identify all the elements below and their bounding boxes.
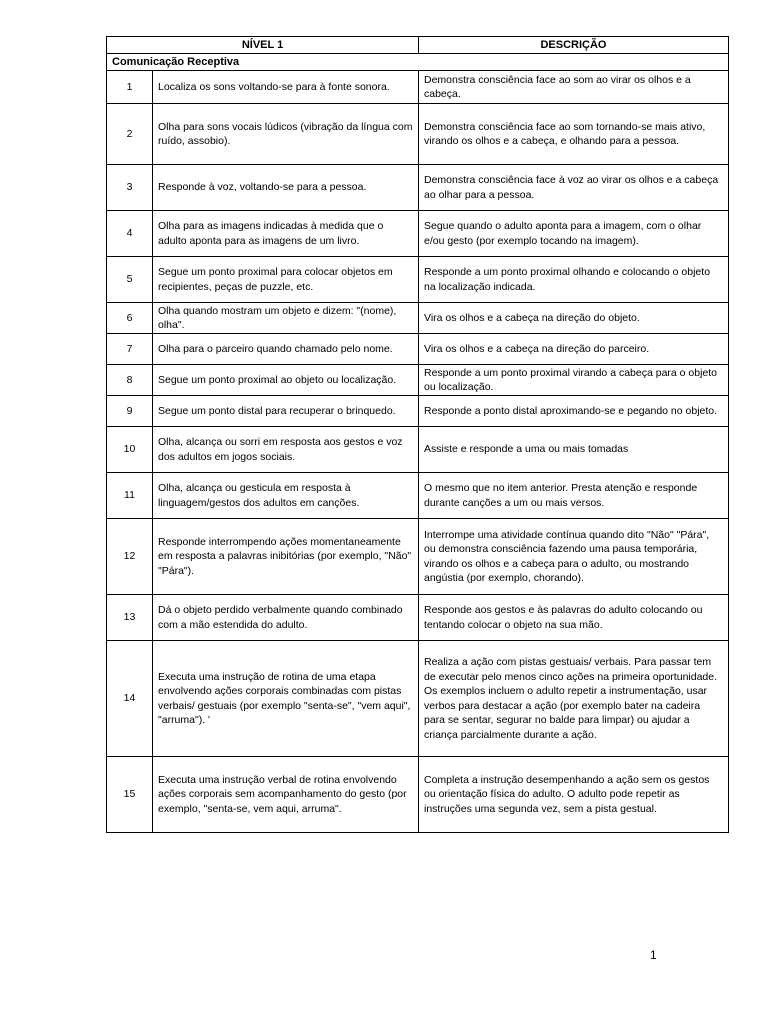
page-number: 1 bbox=[650, 948, 657, 962]
item-text: Responde à voz, voltando-se para a pessoa. bbox=[153, 165, 419, 211]
table-row bbox=[107, 427, 729, 473]
item-description: O mesmo que no item anterior. Presta atenção e responde durante canções a um ou mais versos. bbox=[419, 473, 729, 519]
table-row bbox=[107, 303, 729, 334]
column-header-level: NÍVEL 1 bbox=[107, 37, 419, 54]
table-row bbox=[107, 473, 729, 519]
table-row bbox=[107, 396, 729, 427]
section-row bbox=[107, 54, 729, 71]
item-number: 10 bbox=[107, 427, 153, 473]
item-number: 14 bbox=[107, 641, 153, 757]
table-row bbox=[107, 595, 729, 641]
table-row bbox=[107, 519, 729, 595]
item-number: 9 bbox=[107, 396, 153, 427]
item-description: Demonstra consciência face à voz ao virar os olhos e a cabeça ao olhar para a pessoa. bbox=[419, 165, 729, 211]
item-number: 2 bbox=[107, 104, 153, 165]
table-row bbox=[107, 757, 729, 833]
item-description: Segue quando o adulto aponta para a imagem, com o olhar e/ou gesto (por exemplo tocando na imagem). bbox=[419, 211, 729, 257]
item-text: Segue um ponto distal para recuperar o brinquedo. bbox=[153, 396, 419, 427]
item-description: Responde a um ponto proximal virando a cabeça para o objeto ou localização. bbox=[419, 365, 729, 396]
section-title: Comunicação Receptiva bbox=[107, 54, 729, 71]
item-text: Dá o objeto perdido verbalmente quando combinado com a mão estendida do adulto. bbox=[153, 595, 419, 641]
item-number: 12 bbox=[107, 519, 153, 595]
table-header-row bbox=[107, 37, 729, 54]
item-number: 13 bbox=[107, 595, 153, 641]
item-description: Vira os olhos e a cabeça na direção do objeto. bbox=[419, 303, 729, 334]
item-text: Olha quando mostram um objeto e dizem: "(nome), olha". bbox=[153, 303, 419, 334]
item-description: Completa a instrução desempenhando a ação sem os gestos ou orientação física do adulto. O adulto pode repetir as instruções uma segunda vez, sem a pista gestual. bbox=[419, 757, 729, 833]
table-row bbox=[107, 334, 729, 365]
item-description: Demonstra consciência face ao som ao virar os olhos e a cabeça. bbox=[419, 71, 729, 104]
table-row bbox=[107, 211, 729, 257]
item-number: 15 bbox=[107, 757, 153, 833]
table-row bbox=[107, 71, 729, 104]
table-row bbox=[107, 365, 729, 396]
item-text: Localiza os sons voltando-se para à fonte sonora. bbox=[153, 71, 419, 104]
item-text: Olha para sons vocais lúdicos (vibração da língua com ruído, assobio). bbox=[153, 104, 419, 165]
item-description: Responde aos gestos e às palavras do adulto colocando ou tentando colocar o objeto na sua mão. bbox=[419, 595, 729, 641]
item-description: Demonstra consciência face ao som tornando-se mais ativo, virando os olhos e a cabeça, e olhando para a pessoa. bbox=[419, 104, 729, 165]
item-description: Assiste e responde a uma ou mais tomadas bbox=[419, 427, 729, 473]
item-text: Olha, alcança ou gesticula em resposta à linguagem/gestos dos adultos em canções. bbox=[153, 473, 419, 519]
item-number: 5 bbox=[107, 257, 153, 303]
column-header-description: DESCRIÇÃO bbox=[419, 37, 729, 54]
item-number: 6 bbox=[107, 303, 153, 334]
item-description: Vira os olhos e a cabeça na direção do parceiro. bbox=[419, 334, 729, 365]
item-description: Realiza a ação com pistas gestuais/ verbais. Para passar tem de executar pelo menos cinco ações na primeira oportunidade. Os exemplos incluem o adulto repetir a instrumentação, usar verbos para destacar a ação (por exemplo bater na cadeira para se sentar, segurar no balde para limpar) ou ajudar a criança parcialmente durante a ação. bbox=[419, 641, 729, 757]
item-description: Responde a ponto distal aproximando-se e pegando no objeto. bbox=[419, 396, 729, 427]
item-number: 11 bbox=[107, 473, 153, 519]
table-row bbox=[107, 641, 729, 757]
table-row bbox=[107, 165, 729, 211]
item-number: 4 bbox=[107, 211, 153, 257]
table-row bbox=[107, 257, 729, 303]
item-text: Executa uma instrução de rotina de uma etapa envolvendo ações corporais combinadas com pistas verbais/ gestuais (por exemplo "senta-se", "vem aqui", "arruma"). ' bbox=[153, 641, 419, 757]
item-text: Responde interrompendo ações momentaneamente em resposta a palavras inibitórias (por exemplo, "Não" "Pára"). bbox=[153, 519, 419, 595]
item-text: Executa uma instrução verbal de rotina envolvendo ações corporais sem acompanhamento do gesto (por exemplo, "senta-se, vem aqui, arruma". bbox=[153, 757, 419, 833]
item-number: 3 bbox=[107, 165, 153, 211]
item-number: 1 bbox=[107, 71, 153, 104]
table-row bbox=[107, 104, 729, 165]
item-text: Olha, alcança ou sorri em resposta aos gestos e voz dos adultos em jogos sociais. bbox=[153, 427, 419, 473]
item-text: Segue um ponto proximal para colocar objetos em recipientes, peças de puzzle, etc. bbox=[153, 257, 419, 303]
item-text: Olha para o parceiro quando chamado pelo nome. bbox=[153, 334, 419, 365]
item-number: 8 bbox=[107, 365, 153, 396]
item-description: Responde a um ponto proximal olhando e colocando o objeto na localização indicada. bbox=[419, 257, 729, 303]
item-text: Segue um ponto proximal ao objeto ou localização. bbox=[153, 365, 419, 396]
item-text: Olha para as imagens indicadas à medida que o adulto aponta para as imagens de um livro. bbox=[153, 211, 419, 257]
item-number: 7 bbox=[107, 334, 153, 365]
item-description: Interrompe uma atividade contínua quando dito "Não" "Pára", ou demonstra consciência fazendo uma pausa temporária, virando os olhos e a cabeça para o adulto, ou mostrando angústia (por exemplo, chorando). bbox=[419, 519, 729, 595]
assessment-table bbox=[106, 36, 729, 833]
